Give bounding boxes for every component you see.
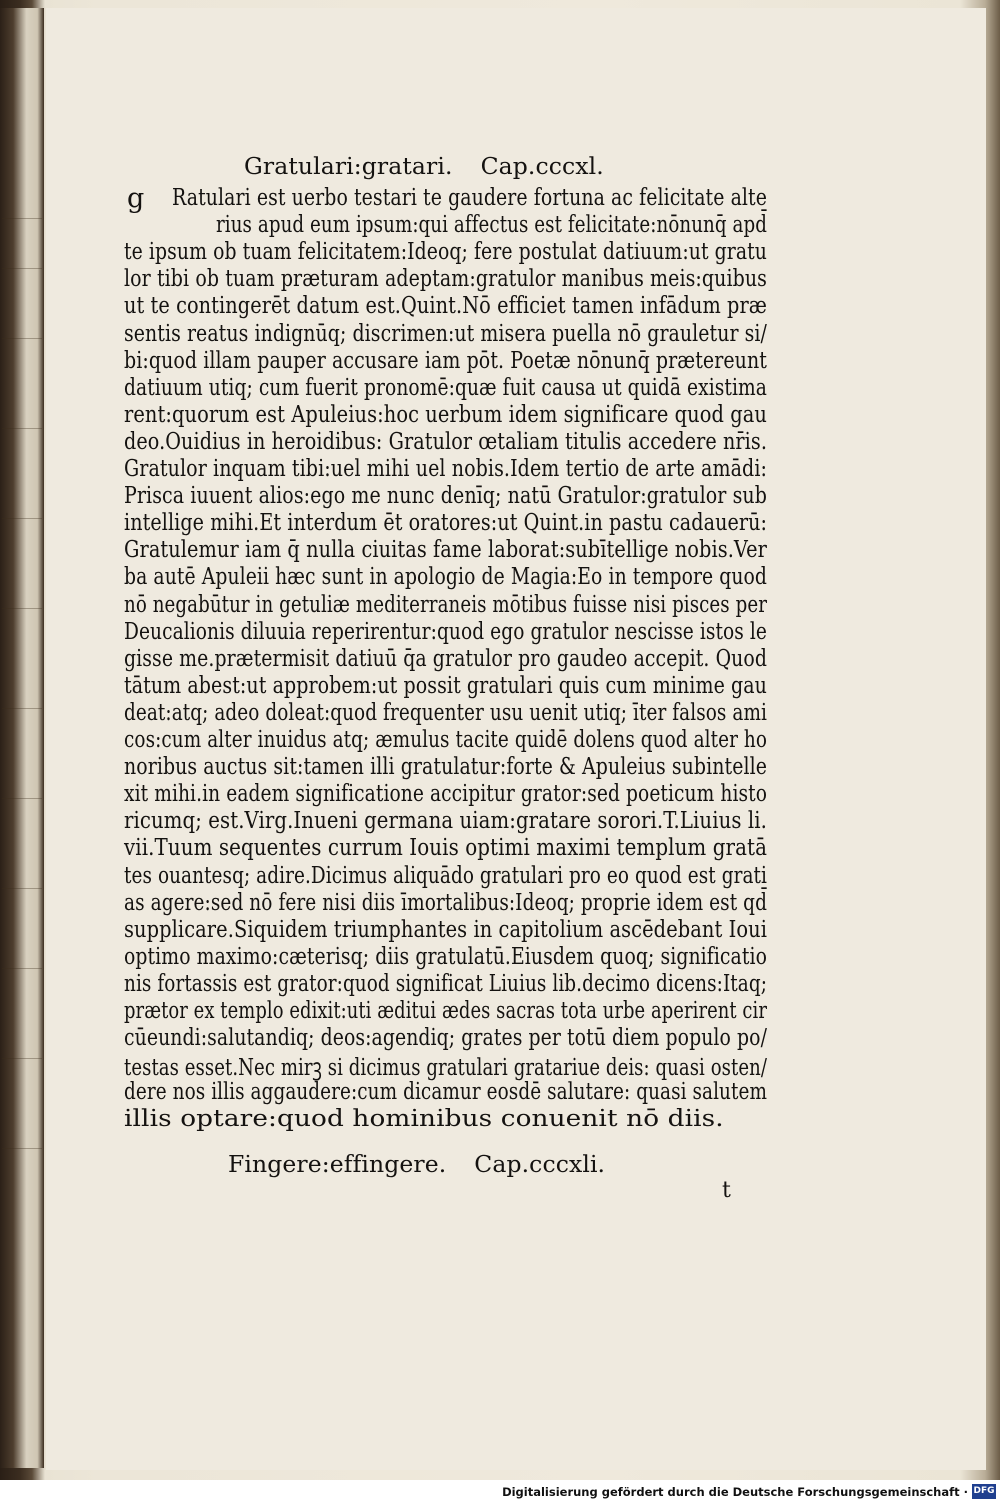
text-line: sentis reatus indignūq; discrimen:ut misera puella nō grauletur si/ <box>124 318 767 347</box>
text-line: Prisca iuuent alios:ego me nunc denīq; natū Gratulor:gratulor sub <box>124 481 767 510</box>
chapter-heading-title: Gratulari:gratari. <box>244 152 453 180</box>
text-line: rius apud eum ipsum:qui affectus est felicitate:nōnunq̄ apd̄ <box>216 210 767 239</box>
text-line: Ratulari est uerbo testari te gaudere fortuna ac felicitate alte <box>172 183 767 211</box>
text-line: tes ouantesq; adire.Dicimus aliquādo gratulari pro eo quod est grati <box>124 860 767 889</box>
guide-letter: g <box>127 183 145 214</box>
text-line: gisse me.prætermisit datiuū q̄a gratulor pro gaudeo accepit. Quod <box>124 643 767 672</box>
footer-bar <box>0 1480 1000 1505</box>
text-line: Gratulor inquam tibi:uel mihi uel nobis.Idem tertio de arte amādi: <box>124 454 767 482</box>
text-line: intellige mihi.Et interdum ēt oratores:ut Quint.in pastu cadauerū: <box>124 508 767 537</box>
text-line: deat:atq; adeo doleat:quod frequenter usu uenit utiq; īter falsos ami <box>124 697 767 726</box>
footer-credit: Digitalisierung gefördert durch die Deutsche Forschungsgemeinschaft · <box>502 1485 968 1499</box>
text-line: as agere:sed nō fere nisi diis īmortalibus:Ideoq; proprie idem est qd̄ <box>124 887 767 916</box>
text-line: nō negabūtur in getuliæ mediterraneis mōtibus fuisse nisi pisces per <box>124 589 767 618</box>
text-line: nis fortassis est grator:quod significat Liuius lib.decimo dicens:Itaq; <box>124 968 767 997</box>
text-line: cos:cum alter inuidus atq; æmulus tacite quidē dolens quod alter ho <box>124 725 767 753</box>
text-line: bi:quod illam pauper accusare iam pōt. Poetæ nōnunq̄ prætereunt <box>124 345 767 374</box>
text-line: te ipsum ob tuam felicitatem:Ideoq; fere postulat datiuum:ut gratu <box>124 237 767 266</box>
text-line: lor tibi ob tuam præturam adeptam:gratulor manibus meis:quibus <box>124 264 767 293</box>
text-line: dere nos illis aggaudere:cum dicamur eosdē salutare: quasi salutem <box>124 1077 767 1106</box>
next-chapter-number: Cap.cccxli. <box>474 1150 606 1178</box>
chapter-heading-number: Cap.cccxl. <box>480 152 604 180</box>
text-line: supplicare.Siquidem triumphantes in capitolium ascēdebant Ioui <box>124 914 767 943</box>
next-chapter-title: Fingere:effingere. <box>228 1150 447 1178</box>
signature-mark: t <box>722 1178 731 1203</box>
dfg-logo-icon: DFG <box>972 1484 996 1499</box>
text-line: xit mihi.in eadem significatione accipitur grator:sed poeticum histo <box>124 779 767 808</box>
text-line: optimo maximo:cæterisq; diis gratulatū.Eiusdem quoq; significatio <box>124 941 767 970</box>
text-line: illis optare:quod hominibus conuenit nō diis. <box>124 1104 724 1133</box>
left-page-edge <box>0 8 44 1468</box>
text-line: Deucalionis diluuia reperirentur:quod ego gratulor nescisse istos le <box>124 616 767 645</box>
text-line: ricumq; est.Virg.Inueni germana uiam:gratare sorori.T.Liuius li. <box>124 806 767 835</box>
next-chapter-heading <box>228 1150 605 1178</box>
text-line: prætor ex templo edixit:uti æditui ædes sacras tota urbe aperirent cir <box>124 996 767 1024</box>
text-line: tātum abest:ut approbem:ut possit gratulari quis cum minime gau <box>124 670 767 699</box>
text-line: ba autē Apuleii hæc sunt in apologio de Magia:Eo in tempore quod <box>124 562 767 591</box>
text-line: vii.Tuum sequentes currum Iouis optimi maximi templum gratā <box>124 833 767 862</box>
text-line: cūeundi:salutandiq; deos:agendiq; grates per totū diem populo po/ <box>124 1023 767 1052</box>
text-line: noribus auctus sit:tamen illi gratulatur:forte & Apuleius subintelle <box>124 752 767 781</box>
text-line: deo.Ouidius in heroidibus: Gratulor œtaliam titulis accedere nr̄is. <box>124 426 767 455</box>
text-line: rent:quorum est Apuleius:hoc uerbum idem significare quod gau <box>124 399 767 428</box>
text-line: ut te contingerēt datum est.Quint.Nō efficiet tamen infādum præ <box>124 291 767 320</box>
text-line: Gratulemur iam q̄ nulla ciuitas fame laborat:subītellige nobis.Ver <box>124 535 767 564</box>
text-line: datiuum utiq; cum fuerit pronomē:quæ fuit causa ut quidā existima <box>124 372 767 401</box>
chapter-heading <box>244 152 604 180</box>
text-line: testas esset.Nec mirꝫ si dicimus gratulari gratariue deis: quasi osten/ <box>124 1053 767 1082</box>
